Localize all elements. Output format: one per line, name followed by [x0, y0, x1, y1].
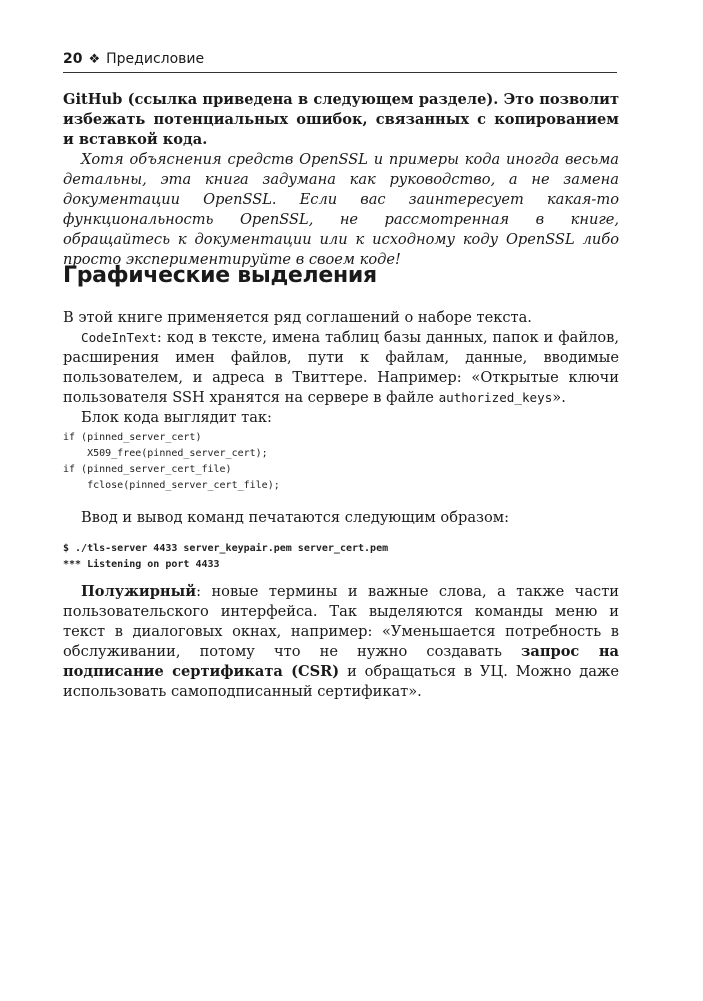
code-block [63, 430, 280, 494]
chapter-title: Предисловие [106, 51, 205, 67]
command-block [63, 541, 388, 573]
intro-italic-paragraph: Хотя объяснения средств OpenSSL и примеры кода иногда весьма детальны, эта книга задумана как руководство, а не замена документации OpenSSL. Если вас заинтересует какая-то функциональность OpenSSL, не рассмотренная в книге, обращайтесь к документации или к исходному коду OpenSSL либо просто экспериментируйте в своем коде! [63, 151, 619, 268]
page-number: 20 [63, 51, 83, 67]
codeintext-paragraph [63, 328, 619, 408]
codeintext-description: : код в тексте, имена таблиц базы данных, папок и файлов, расширения имен файлов, пути к файлам, данные, вводимые пользователем, и адреса в Твиттере. Например: «Открытые ключи пользователя SSH хранятся на сервере в файле [63, 329, 619, 406]
bold-convention-paragraph [63, 582, 619, 702]
codeintext-term: CodeInText [81, 330, 157, 345]
running-header [63, 50, 617, 73]
bold-description-1: : новые термины и важные слова, а также части пользовательского интерфейса. Так выделяются команды меню и текст в диалоговых окнах, например: «Уменьшается потребность в обслуживании, потому что не нужно создавать [63, 583, 619, 660]
command-line: $ ./tls-server 4433 server_keypair.pem server_cert.pem [63, 543, 389, 554]
bold-term: Полужирный [81, 583, 197, 600]
conventions-intro: В этой книге применяется ряд соглашений о наборе текста. [63, 309, 532, 326]
code-line: if (pinned_server_cert) [63, 432, 202, 443]
command-intro: Ввод и вывод команд печатаются следующим образом: [81, 509, 510, 526]
codeintext-filename: authorized_keys [438, 390, 553, 405]
intro-bold-paragraph: GitHub (ссылка приведена в следующем разделе). Это позволит избежать потенциальных ошибок, связанных с копированием и вставкой кода. [63, 91, 619, 148]
command-intro-block [63, 508, 619, 528]
ornament-icon: ❖ [88, 52, 101, 67]
bold-description-2: и обращаться в УЦ. Можно даже использовать самоподписанный сертификат». [63, 663, 619, 700]
bold-convention-block [63, 582, 619, 702]
code-line: fclose(pinned_server_cert_file); [63, 480, 280, 491]
section-heading: Графические выделения [63, 263, 377, 288]
code-line: if (pinned_server_cert_file) [63, 464, 232, 475]
code-line: X509_free(pinned_server_cert); [63, 448, 268, 459]
intro-block [63, 90, 619, 270]
conventions-block [63, 308, 619, 428]
codeintext-end: ». [552, 389, 566, 406]
bold-example: запрос на подписание сертификата (CSR) [63, 643, 619, 680]
code-block-intro: Блок кода выглядит так: [81, 409, 272, 426]
command-line: *** Listening on port 4433 [63, 559, 220, 570]
